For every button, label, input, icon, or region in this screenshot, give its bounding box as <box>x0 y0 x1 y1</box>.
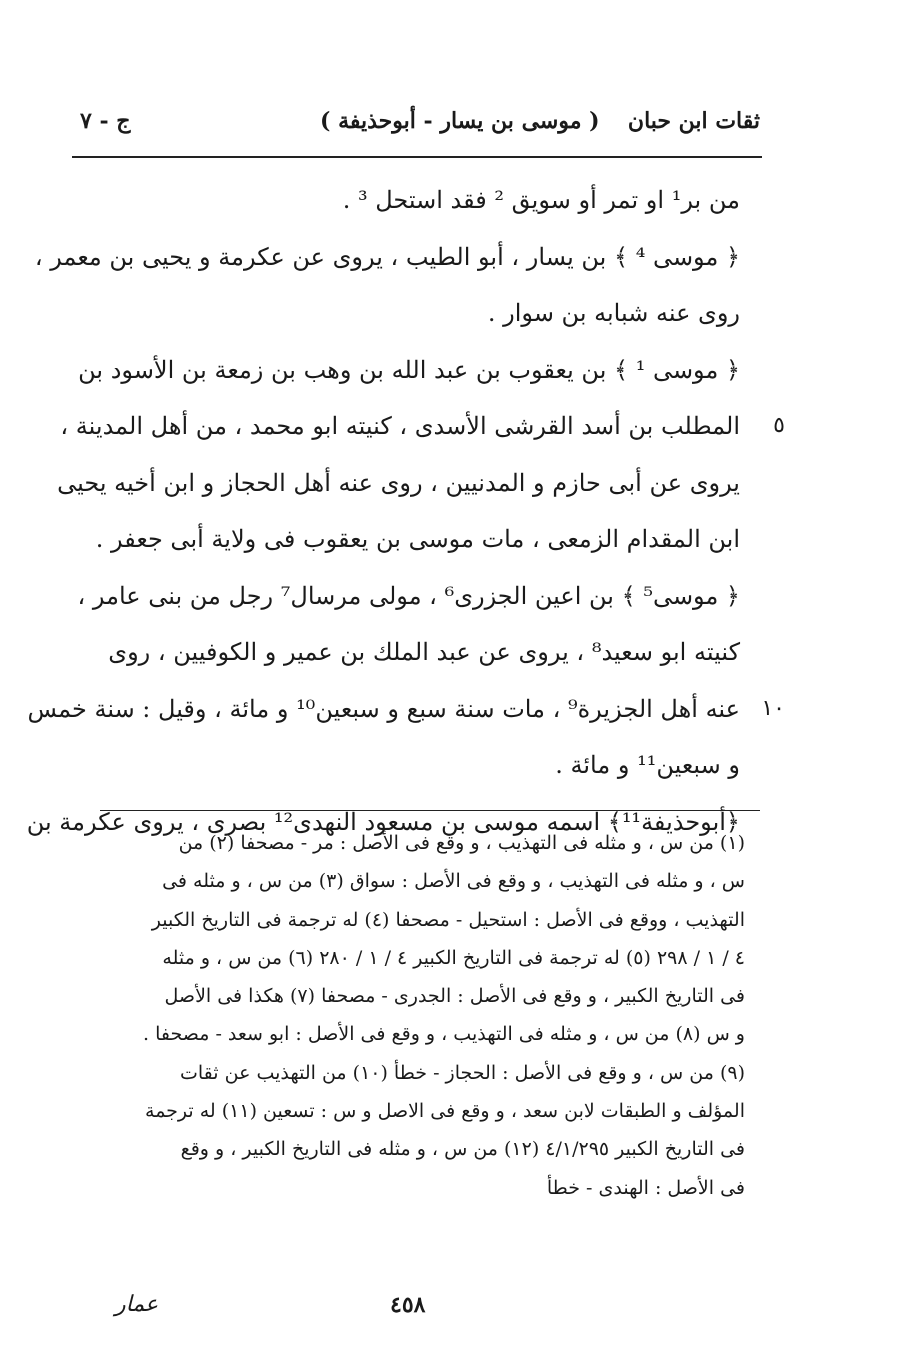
footnote-line: فى التاريخ الكبير ٤/١/٢٩٥ (١٢) من س ، و مثله فى التاريخ الكبير ، و وقع <box>180 1138 745 1161</box>
body-line-text: يروى عن أبى حازم و المدنيين ، روى عنه أهل الحجاز و ابن أخيه يحيى <box>57 468 740 497</box>
footnote-line: التهذيب ، ووقع فى الأصل : استحيل - مصحفا (٤) له ترجمة فى التاريخ الكبير <box>151 908 745 931</box>
footnote-line: فى الأصل : الهندى - خطأ <box>546 1176 745 1199</box>
footnote-line: و س (٨) من س ، و مثله فى التهذيب ، و وقع فى الأصل : ابو سعد - مصحفا . <box>143 1023 745 1046</box>
page-number: ٤٥٨ <box>390 1292 426 1318</box>
footnote-line: فى التاريخ الكبير ، و وقع فى الأصل : الجدرى - مصحفا (٧) هكذا فى الأصل <box>164 985 745 1008</box>
body-line-text: عنه أهل الجزيرة⁹ ، مات سنة سبع و سبعين¹⁰ و مائة ، وقيل : سنة خمس <box>27 694 740 723</box>
body-line <box>60 398 785 455</box>
body-line-text: كنيته ابو سعيد⁸ ، يروى عن عبد الملك بن عمير و الكوفيين ، روى <box>108 638 740 666</box>
footnote-line: (٩) من س ، و وقع فى الأصل : الحجاز - خطأ (١٠) من التهذيب عن ثقات <box>179 1061 745 1084</box>
running-header <box>80 108 760 148</box>
line-number: ١٠ <box>761 695 785 721</box>
header-rule <box>72 156 762 158</box>
footnote-rule <box>100 810 760 811</box>
body-line <box>70 568 740 625</box>
body-line <box>34 229 740 286</box>
body-line <box>70 624 740 681</box>
body-line <box>70 511 740 568</box>
body-line <box>27 681 785 738</box>
section-title: ( موسى بن يسار - أبوحذيفة ) <box>320 108 600 134</box>
footnote-line: (١) من س ، و مثله فى التهذيب ، و وقع فى الأصل : مر - مصحفا (٢) من <box>178 832 745 854</box>
volume-label: ج - ٧ <box>80 108 131 134</box>
body-line <box>70 342 740 399</box>
body-text <box>26 172 785 850</box>
body-line <box>70 285 740 342</box>
body-line-text: من بر¹ او تمر أو سويق ² فقد استحل ³ . <box>342 186 740 214</box>
footnote-line: ٤ / ١ / ٢٩٨ (٥) له ترجمة فى التاريخ الكبير ٤ / ١ / ٢٨٠ (٦) من س ، و مثله <box>162 946 745 969</box>
body-line <box>57 455 740 512</box>
body-line-text: و سبعين¹¹ و مائة . <box>555 751 740 779</box>
book-title: ثقات ابن حبان <box>627 108 760 134</box>
body-line-text: المطلب بن أسد القرشى الأسدى ، كنيته ابو محمد ، من أهل المدينة ، <box>60 412 740 440</box>
line-number: ٥ <box>773 413 785 438</box>
body-line-text: روى عنه شبابه بن سوار . <box>487 299 740 327</box>
signature: عمار <box>115 1292 159 1317</box>
body-line-text: ﴿ موسى ¹ ﴾ بن يعقوب بن عبد الله بن وهب بن زمعة بن الأسود بن <box>78 355 740 384</box>
body-line-text: ﴿ موسى⁵ ﴾ بن اعين الجزرى⁶ ، مولى مرسال⁷ رجل من بنى عامر ، <box>77 581 740 610</box>
footnotes <box>85 824 745 1207</box>
body-line <box>70 737 740 794</box>
body-line-text: ﴿أبوحذيفة¹¹﴾ اسمه موسى بن مسعود النهدى¹² بصرى ، يروى عكرمة بن <box>26 807 740 836</box>
body-line-text: ابن المقدام الزمعى ، مات موسى بن يعقوب فى ولاية أبى جعفر . <box>95 525 740 553</box>
footnote-line: س ، و مثله فى التهذيب ، و وقع فى الأصل : سواق (٣) من س ، و مثله فى <box>162 870 745 893</box>
body-line-text: ﴿ موسى ⁴ ﴾ بن يسار ، أبو الطيب ، يروى عن عكرمة و يحيى بن معمر ، <box>34 242 740 271</box>
body-line <box>70 172 740 229</box>
footnote-line: المؤلف و الطبقات لابن سعد ، و وقع فى الاصل و س : تسعين (١١) له ترجمة <box>145 1100 745 1123</box>
